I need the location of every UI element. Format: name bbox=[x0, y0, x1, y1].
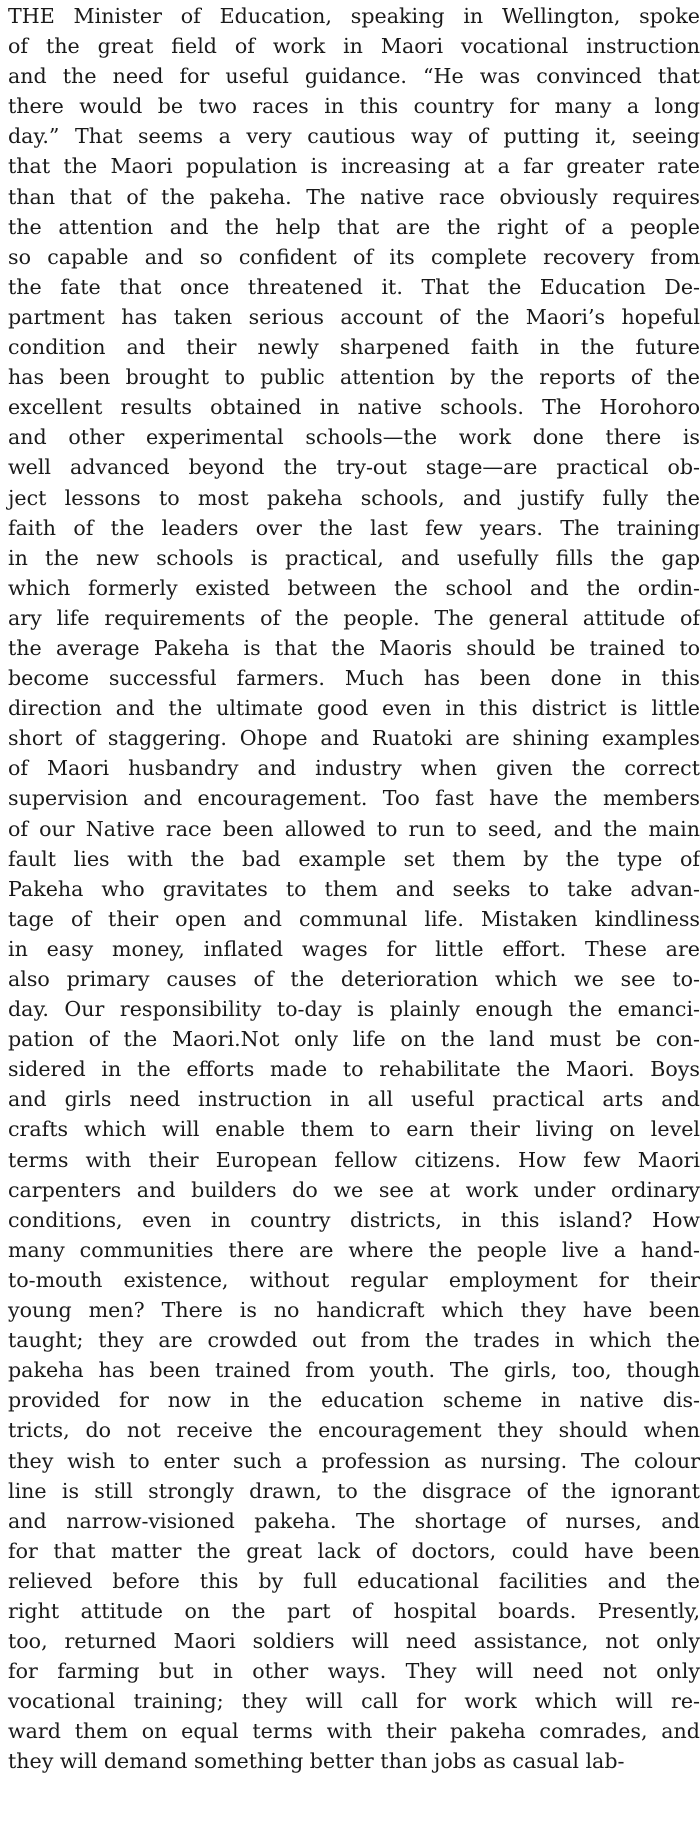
article-line: day.” That seems a very cautious way of putting it, seeing bbox=[8, 124, 700, 149]
article-line: the average Pakeha is that the Maoris should be trained to bbox=[8, 635, 700, 660]
article-line: terms with their European fellow citizens. How few Maori bbox=[8, 1147, 700, 1172]
article-line: than that of the pakeha. The native race obviously requires bbox=[8, 184, 700, 209]
article-line: pakeha has been trained from youth. The girls, too, though bbox=[8, 1358, 700, 1383]
article-line: carpenters and builders do we see at work under ordinary bbox=[8, 1177, 700, 1202]
article-line: right attitude on the part of hospital boards. Presently, bbox=[8, 1598, 700, 1623]
article-line: the attention and the help that are the right of a people bbox=[8, 214, 700, 239]
article-line: sidered in the efforts made to rehabilitate the Maori. Boys bbox=[8, 1057, 700, 1082]
article-line: there would be two races in this country for many a long bbox=[8, 94, 700, 119]
article-line: line is still strongly drawn, to the disgrace of the ignorant bbox=[8, 1478, 700, 1503]
article-line: that the Maori population is increasing at a far greater rate bbox=[8, 154, 700, 179]
article-line: vocational training; they will call for work which will re- bbox=[8, 1689, 700, 1714]
article-line: ward them on equal terms with their pakeha comrades, and bbox=[8, 1719, 700, 1744]
article-line: direction and the ultimate good even in this district is little bbox=[8, 696, 700, 721]
article-line: of the great field of work in Maori vocational instruction bbox=[8, 34, 700, 59]
article-line: ary life requirements of the people. The general attitude of bbox=[8, 605, 700, 630]
article-line: and the need for useful guidance. “He was convinced that bbox=[8, 64, 700, 89]
article-line: the fate that once threatened it. That the Education De- bbox=[8, 274, 700, 299]
article-line: supervision and encouragement. Too fast have the members bbox=[8, 786, 700, 811]
article-line: in the new schools is practical, and usefully fills the gap bbox=[8, 545, 700, 570]
article-line: crafts which will enable them to earn their living on level bbox=[8, 1117, 700, 1142]
article-line: they will demand something better than jobs as casual lab- bbox=[8, 1749, 625, 1774]
article-line: short of staggering. Ohope and Ruatoki are shining examples bbox=[8, 726, 700, 751]
article-line: taught; they are crowded out from the trades in which the bbox=[8, 1328, 700, 1353]
article-line: of Maori husbandry and industry when given the correct bbox=[8, 756, 700, 781]
article-line: and other experimental schools—the work done there is bbox=[8, 425, 700, 450]
article-line: faith of the leaders over the last few years. The training bbox=[8, 515, 700, 540]
article-line: tricts, do not receive the encouragement they should when bbox=[8, 1418, 700, 1443]
article-line: many communities there are where the people live a hand- bbox=[8, 1237, 700, 1262]
article-line: to-mouth existence, without regular employment for their bbox=[8, 1267, 700, 1292]
article-line: has been brought to public attention by the reports of the bbox=[8, 365, 700, 390]
article-line: of our Native race been allowed to run to seed, and the main bbox=[8, 816, 700, 841]
article-line: in easy money, inflated wages for little effort. These are bbox=[8, 936, 700, 961]
article-line: and girls need instruction in all useful practical arts and bbox=[8, 1087, 700, 1112]
article-line: THE Minister of Education, speaking in Wellington, spoke bbox=[8, 4, 700, 28]
article-line: fault lies with the bad example set them by the type of bbox=[8, 846, 700, 871]
article-line: also primary causes of the deterioration which we see to- bbox=[8, 967, 700, 991]
article-line: young men? There is no handicraft which they have been bbox=[8, 1298, 700, 1323]
article-line: they wish to enter such a profession as nursing. The colour bbox=[8, 1448, 700, 1473]
article-line: conditions, even in country districts, in this island? How bbox=[8, 1207, 700, 1232]
article-line: tage of their open and communal life. Mistaken kindliness bbox=[8, 906, 700, 931]
article-line: day. Our responsibility to-day is plainly enough the emanci- bbox=[8, 997, 700, 1022]
article-line: condition and their newly sharpened faith in the future bbox=[8, 335, 700, 360]
article-line: for farming but in other ways. They will need not only bbox=[8, 1659, 700, 1684]
article-line: for that matter the great lack of doctors, could have been bbox=[8, 1538, 700, 1563]
article-line: pation of the Maori.Not only life on the land must be con- bbox=[8, 1027, 700, 1052]
article-line: relieved before this by full educational facilities and the bbox=[8, 1568, 700, 1593]
article-line: well advanced beyond the try-out stage—are practical ob- bbox=[8, 455, 700, 480]
article-line: excellent results obtained in native schools. The Horohoro bbox=[8, 395, 700, 420]
article-line: provided for now in the education scheme in native dis- bbox=[8, 1388, 700, 1413]
article-line: too, returned Maori soldiers will need assistance, not only bbox=[8, 1629, 700, 1654]
article-line: partment has taken serious account of the Maori’s hopeful bbox=[8, 304, 700, 329]
article-line: become successful farmers. Much has been done in this bbox=[8, 666, 700, 691]
article-line: Pakeha who gravitates to them and seeks to take advan- bbox=[8, 876, 700, 901]
article-line: which formerly existed between the school and the ordin- bbox=[8, 575, 700, 600]
article-line: so capable and so confident of its complete recovery from bbox=[8, 244, 700, 269]
article-line: ject lessons to most pakeha schools, and justify fully the bbox=[8, 485, 700, 510]
article-column bbox=[8, 1, 700, 1777]
article-line: and narrow-visioned pakeha. The shortage of nurses, and bbox=[8, 1508, 700, 1533]
